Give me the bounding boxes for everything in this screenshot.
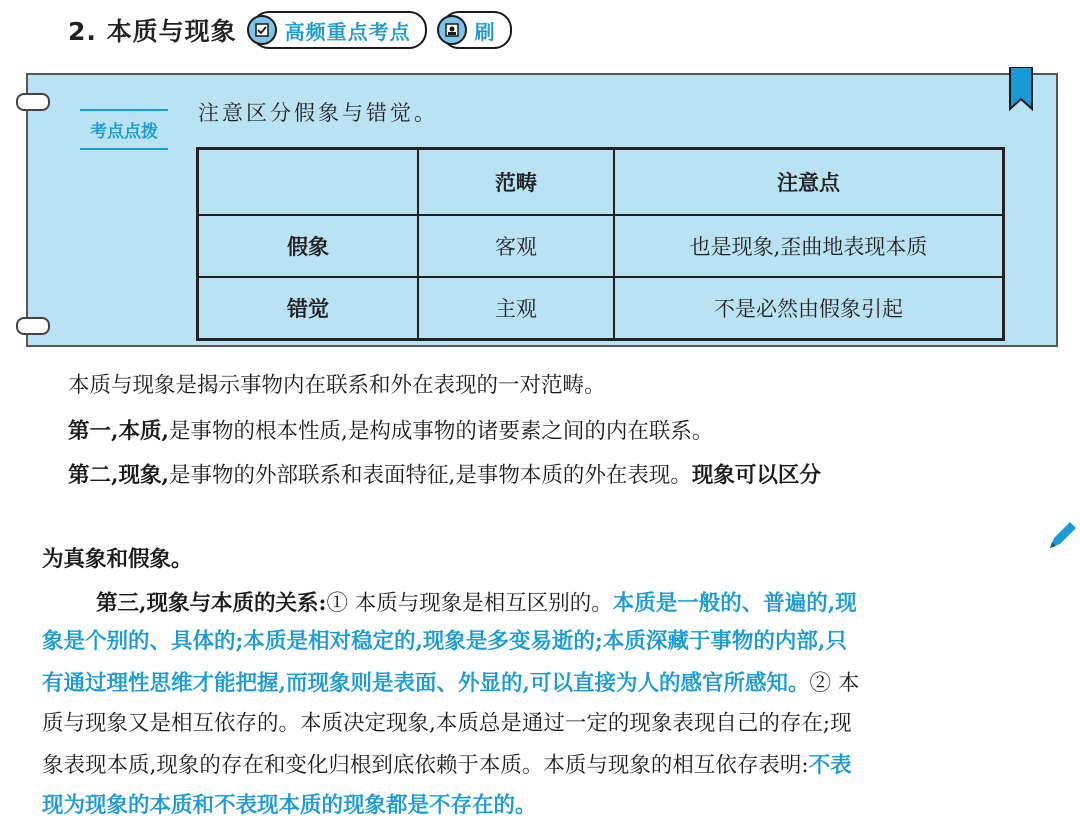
- text-span-highlight: 有通过理性思维才能把握,而现象则是表面、外显的,可以直接为人的感官所感知。: [42, 671, 810, 696]
- text-line: [68, 370, 606, 402]
- pencil-icon: [1046, 518, 1078, 552]
- text-span-bold: 第一,本质,: [68, 419, 169, 444]
- badge-practice-label: 刷: [474, 19, 496, 44]
- text-span-highlight: 现为现象的本质和不表现本质的现象都是不存在的。: [42, 793, 537, 818]
- text-line: [96, 588, 857, 620]
- tip-box: [26, 73, 1058, 347]
- text-line: [42, 708, 852, 740]
- table-header: [198, 149, 419, 216]
- section-heading: [68, 10, 512, 50]
- table-cell: 假象: [198, 215, 419, 277]
- bookmark-icon: [1008, 67, 1034, 111]
- badge-key-point: [251, 11, 427, 49]
- comparison-table: [196, 147, 1005, 341]
- checklist-icon: [247, 15, 277, 45]
- table-row: [198, 215, 1004, 277]
- table-cell: 错觉: [198, 277, 419, 340]
- text-span: 象表现本质,现象的存在和变化归根到底依赖于本质。本质与现象的相互依存表明:: [42, 753, 809, 778]
- text-span-highlight: 本质是一般的、普遍的,现: [612, 591, 857, 616]
- table-cell: 客观: [418, 215, 614, 277]
- text-span-highlight: 象是个别的、具体的;本质是相对稳定的,现象是多变易逝的;本质深藏于事物的内部,只: [42, 629, 847, 654]
- table-header: 注意点: [614, 149, 1004, 216]
- text-span-bold: 第三,现象与本质的关系:: [96, 591, 327, 616]
- binder-ring: [16, 93, 50, 111]
- text-span-bold: 现象可以区分: [691, 463, 821, 488]
- text-line: [42, 750, 852, 782]
- text-line: [42, 626, 847, 658]
- text-span: 是事物的根本性质,是构成事物的诸要素之间的内在联系。: [168, 419, 714, 444]
- table-cell: 主观: [418, 277, 614, 340]
- text-span: 本质与现象是揭示事物内在联系和外在表现的一对范畴。: [68, 373, 606, 398]
- text-span-highlight: 不表: [808, 753, 852, 778]
- text-span: 是事物的外部联系和表面特征,是事物本质的外在表现。: [168, 463, 692, 488]
- text-line: [42, 668, 859, 700]
- text-span: ② 本: [809, 671, 860, 696]
- text-line: [42, 544, 193, 576]
- text-line: [68, 460, 821, 492]
- text-line: [42, 790, 537, 822]
- table-cell: 也是现象,歪曲地表现本质: [614, 215, 1004, 277]
- badge-key-point-label: 高频重点考点: [284, 19, 411, 44]
- binder-ring: [16, 317, 50, 335]
- badge-practice: [441, 11, 512, 49]
- tip-tag: 考点点拨: [80, 109, 168, 150]
- tip-note: 注意区分假象与错觉。: [198, 101, 438, 125]
- text-span: 质与现象又是相互依存的。本质决定现象,本质总是通过一定的现象表现自己的存在;现: [42, 711, 852, 736]
- table-row: [198, 277, 1004, 340]
- text-span-bold: 为真象和假象。: [42, 547, 193, 572]
- table-header-row: [198, 149, 1004, 216]
- text-line: [68, 416, 713, 448]
- text-span-bold: 第二,现象,: [68, 463, 169, 488]
- reader-icon: [437, 15, 467, 45]
- table-header: 范畴: [418, 149, 614, 216]
- text-span: ① 本质与现象是相互区别的。: [326, 591, 613, 616]
- section-title: 2. 本质与现象: [68, 17, 237, 46]
- table-cell: 不是必然由假象引起: [614, 277, 1004, 340]
